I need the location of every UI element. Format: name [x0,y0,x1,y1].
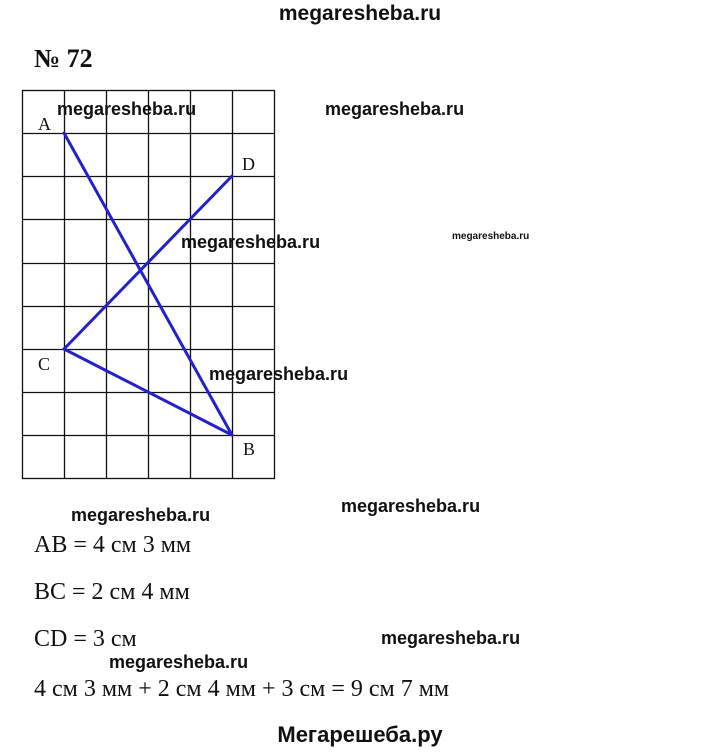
watermark: megaresheba.ru [71,505,211,525]
watermark: megaresheba.ru [341,496,481,516]
site-header: megaresheba.ru [278,2,442,25]
answer-sum: 4 см 3 мм + 2 см 4 мм + 3 см = 9 см 7 мм [34,676,450,702]
point-labels [38,114,255,459]
watermark: megaresheba.ru [181,232,321,252]
point-label-a: A [38,114,51,134]
watermark: megaresheba.ru [381,628,521,648]
problem-number: № 72 [34,44,93,73]
watermark: megaresheba.ru [109,652,249,672]
watermark: megaresheba.ru [57,99,197,119]
site-footer: Мегарешеба.ру [277,722,443,747]
answer-cd: CD = 3 см [34,626,137,652]
watermark: megaresheba.ru [209,364,349,384]
point-label-b: B [243,439,256,459]
answer-bc: BC = 2 см 4 мм [34,579,190,605]
point-label-d: D [242,154,255,174]
watermark: megaresheba.ru [325,99,465,119]
answer-ab: AB = 4 см 3 мм [34,532,192,558]
point-label-c: C [38,354,51,374]
watermark: megaresheba.ru [452,231,530,242]
